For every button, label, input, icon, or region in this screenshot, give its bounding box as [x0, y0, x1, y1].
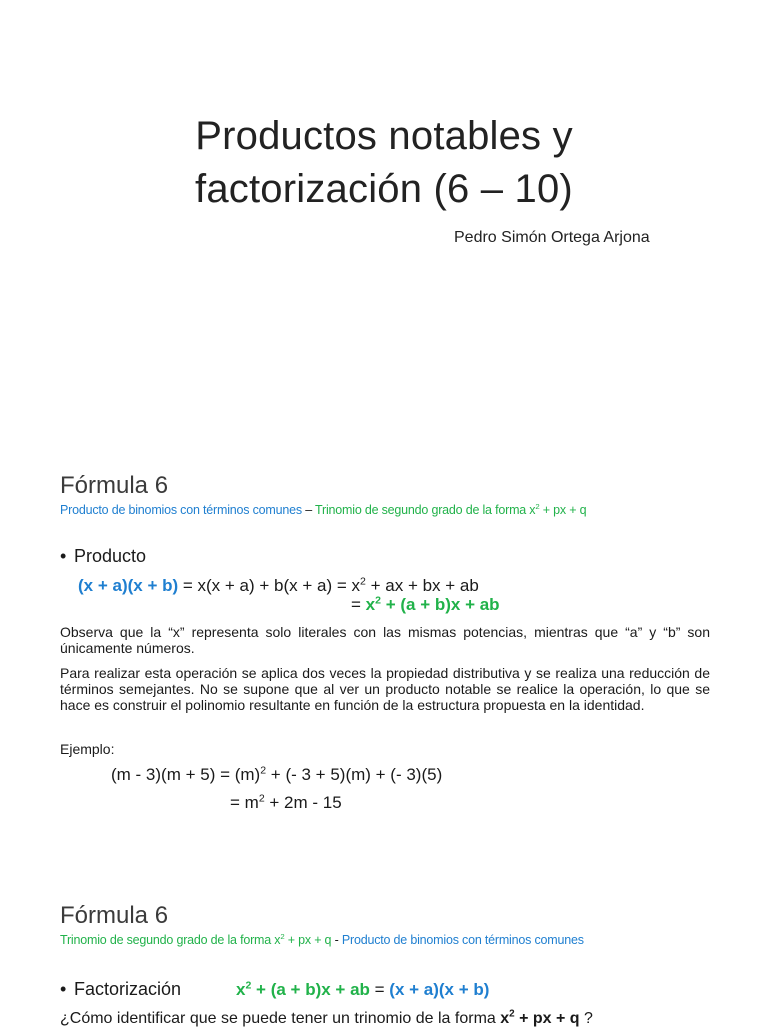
slide2-bullet [60, 979, 181, 1000]
example-line-2: = $m^2 + 2m - 15$ [230, 792, 342, 812]
slide1-example-label: Ejemplo: [60, 741, 115, 757]
slide1-paragraph-2: Para realizar esta operación se aplica dos veces la propiedad distributiva y se realiza una reducción de términos semejantes. No se supone que al ver un producto notable se realice la operación, lo que se hace es construir el polinomio resultante en función de la estructura propuesta en la identidad. [60, 665, 710, 713]
cover-author: Pedro Simón Ortega Arjona [454, 229, 650, 246]
slide1-subtitle-green: Trinomio de segundo grado de la forma $x^2$ + px + q [315, 501, 587, 517]
slide2-equation [236, 980, 489, 1000]
slide1-subtitle [60, 503, 586, 517]
bullet-dot-icon: • [60, 979, 67, 999]
slide1-heading: Fórmula 6 [60, 472, 169, 499]
eq1-mid: = x(x + a) + b(x + a) = x [178, 576, 361, 595]
example-line-1: $(m - 3)(m + 5) = (m)^2$ + (- 3 + 5)(m) + (- 3)(5) [111, 764, 443, 784]
slide1-equation-1 [78, 576, 479, 596]
eq1-lhs: (x + a)(x + b) [78, 576, 179, 595]
slide2-subtitle-blue: Producto de binomios con términos comunes [341, 933, 584, 947]
slide1-subtitle-blue: Producto de binomios con términos comunes [60, 503, 302, 517]
slide2-eq-lhs: $x^2 + (a + b)x$ + ab [236, 979, 370, 999]
slide1-bullet [60, 546, 146, 567]
slide1-paragraph-1: Observa que la “x” representa solo literales con las mismas potencias, mientras que “a” y “b” son únicamente números. [60, 624, 710, 656]
eq2-result: $x^2 + (a + b)x$ + ab [365, 594, 500, 614]
slide2-eq-rhs: (x + a)(x + b) [389, 980, 490, 999]
eq2-prefix: = [351, 595, 366, 614]
slide2-heading: Fórmula 6 [60, 902, 169, 929]
slide2-question: ¿Cómo identificar que se puede tener un trinomio de la forma $x^2$ + px + q ? [60, 1008, 593, 1027]
slide2-subtitle-green: Trinomio de segundo grado de la forma $x^2$ + px + q [60, 931, 332, 947]
slide1-equation-2 [351, 595, 500, 615]
eq1-tail: + ax + bx + ab [365, 576, 479, 595]
slide2-bullet-label: Factorización [74, 979, 182, 999]
slide2-eq-equals: = [369, 980, 390, 999]
slide1-bullet-label: Producto [74, 546, 147, 566]
slide2-subtitle [60, 933, 584, 947]
slide1-subtitle-sep: – [301, 503, 316, 517]
bullet-dot-icon: • [60, 546, 67, 566]
eq1-exp: 2 [360, 575, 366, 588]
cover-title-line-2: factorización (6 – 10) [195, 167, 573, 211]
slide2-subtitle-sep: - [331, 933, 342, 947]
cover-title-line-1: Productos notables y [195, 114, 573, 158]
